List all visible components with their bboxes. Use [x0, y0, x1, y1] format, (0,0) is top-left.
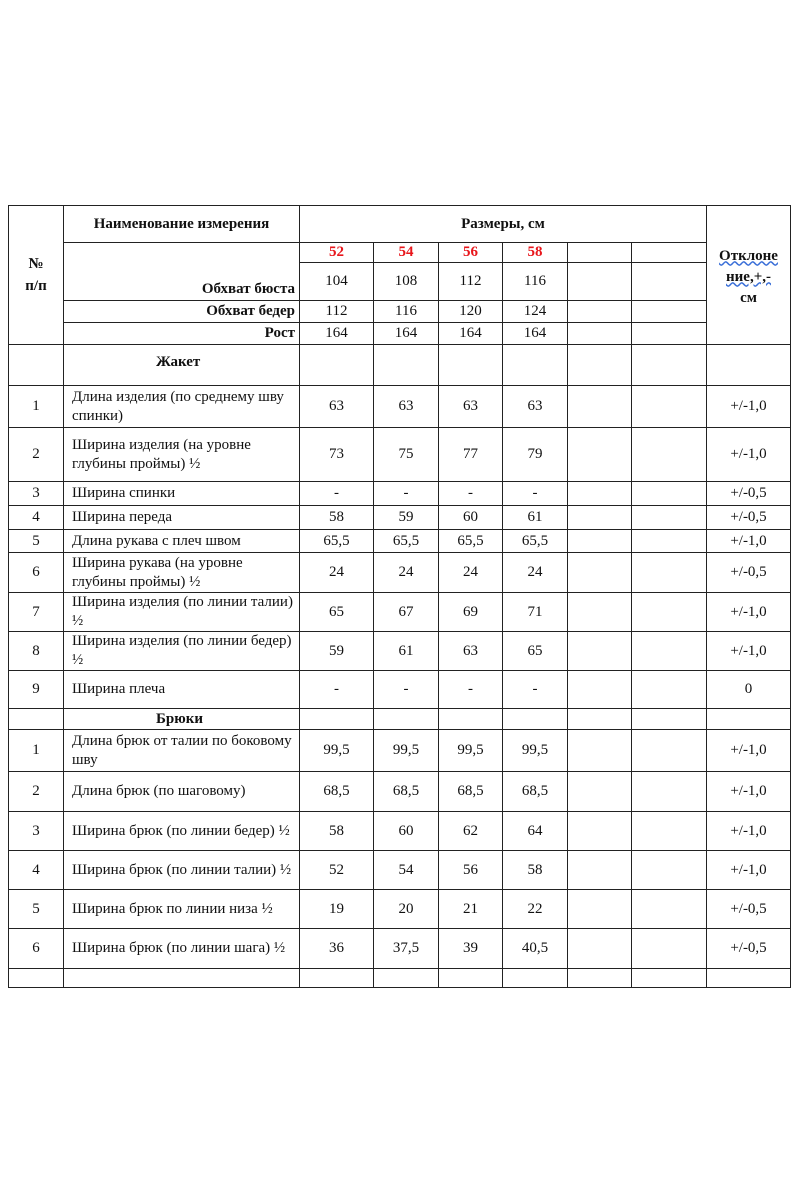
size-value: 22 — [503, 890, 568, 929]
empty-cell — [503, 709, 568, 730]
row-number: 5 — [9, 530, 64, 553]
size-52-cell — [300, 243, 374, 263]
row-number: 1 — [9, 730, 64, 772]
size-value: 60 — [439, 506, 503, 530]
empty-cell — [632, 323, 707, 345]
empty-cell — [632, 386, 707, 428]
empty-cell — [503, 969, 568, 988]
empty-cell — [632, 632, 707, 671]
tolerance-value: +/-1,0 — [707, 632, 791, 671]
tolerance-value: +/-1,0 — [707, 772, 791, 812]
measurement-row — [9, 632, 791, 671]
empty-cell — [568, 482, 632, 506]
size-value: 56 — [439, 851, 503, 890]
size-value: 71 — [503, 593, 568, 632]
header-row-1 — [9, 206, 791, 243]
size-value: 58 — [300, 506, 374, 530]
row-number: 3 — [9, 812, 64, 851]
empty-cell — [707, 345, 791, 386]
measurement-name: Ширина брюк по линии низа ½ — [64, 890, 300, 929]
size-value: 24 — [374, 553, 439, 593]
size-value: 39 — [439, 929, 503, 969]
measurement-name: Длина изделия (по среднему шву спинки) — [64, 386, 300, 428]
measurement-row — [9, 482, 791, 506]
row-number: 6 — [9, 929, 64, 969]
measurement-row — [9, 553, 791, 593]
empty-cell — [568, 851, 632, 890]
size-value: 99,5 — [439, 730, 503, 772]
height-value: 164 — [503, 323, 568, 345]
size-value: 58 — [300, 812, 374, 851]
size-value: 20 — [374, 890, 439, 929]
empty-cell — [503, 345, 568, 386]
size-value: 65,5 — [300, 530, 374, 553]
hips-value: 124 — [503, 301, 568, 323]
deviation-word-a: Отклоне — [719, 247, 778, 264]
size-value: 63 — [439, 386, 503, 428]
empty-cell — [632, 482, 707, 506]
size-value: 67 — [374, 593, 439, 632]
size-value: 65,5 — [503, 530, 568, 553]
empty-cell — [632, 263, 707, 301]
empty-cell — [707, 969, 791, 988]
empty-cell — [632, 772, 707, 812]
tolerance-value: +/-1,0 — [707, 730, 791, 772]
size-value: 59 — [374, 506, 439, 530]
empty-cell — [568, 812, 632, 851]
empty-cell — [632, 730, 707, 772]
deviation-header-label — [711, 246, 786, 309]
empty-cell — [568, 345, 632, 386]
empty-cell — [64, 969, 300, 988]
measurement-row — [9, 530, 791, 553]
tolerance-value: 0 — [707, 671, 791, 709]
measurement-name: Ширина изделия (по линии талии) ½ — [64, 593, 300, 632]
size-value: 63 — [439, 632, 503, 671]
row-number: 3 — [9, 482, 64, 506]
size-value: 52 — [300, 851, 374, 890]
measurement-name: Длина рукава с плеч швом — [64, 530, 300, 553]
height-row — [9, 323, 791, 345]
row-number: 1 — [9, 386, 64, 428]
row-number: 6 — [9, 553, 64, 593]
size-value: - — [374, 482, 439, 506]
row-number: 7 — [9, 593, 64, 632]
size-value: 19 — [300, 890, 374, 929]
row-number: 5 — [9, 890, 64, 929]
empty-cell — [568, 890, 632, 929]
empty-cell — [632, 671, 707, 709]
measurement-name: Ширина изделия (на уровне глубины проймы) ½ — [64, 428, 300, 482]
tolerance-value: +/-0,5 — [707, 553, 791, 593]
bust-label: Обхват бюста — [201, 281, 295, 297]
size-value: - — [503, 671, 568, 709]
tolerance-value: +/-1,0 — [707, 386, 791, 428]
bust-value: 104 — [300, 263, 374, 301]
size-value: 68,5 — [374, 772, 439, 812]
measurement-row — [9, 506, 791, 530]
empty-cell — [374, 345, 439, 386]
empty-cell — [439, 345, 503, 386]
size-value: 62 — [439, 812, 503, 851]
empty-cell — [9, 709, 64, 730]
empty-cell — [568, 671, 632, 709]
header-row-sizes — [9, 243, 791, 263]
height-value: 164 — [439, 323, 503, 345]
measurement-row — [9, 851, 791, 890]
bust-value: 112 — [439, 263, 503, 301]
size-value: 63 — [300, 386, 374, 428]
size-value: 61 — [503, 506, 568, 530]
name-header-label: Наименование измерения — [93, 215, 270, 232]
measurement-row — [9, 730, 791, 772]
size-value: 54 — [374, 851, 439, 890]
measurement-name: Ширина брюк (по линии шага) ½ — [64, 929, 300, 969]
size-value: 99,5 — [503, 730, 568, 772]
measurement-name: Ширина брюк (по линии талии) ½ — [64, 851, 300, 890]
row-number: 4 — [9, 506, 64, 530]
empty-cell — [568, 553, 632, 593]
empty-cell — [300, 709, 374, 730]
bust-value: 108 — [374, 263, 439, 301]
empty-cell — [632, 709, 707, 730]
empty-cell — [568, 243, 632, 263]
size-value: 36 — [300, 929, 374, 969]
empty-cell — [632, 969, 707, 988]
size-value: 73 — [300, 428, 374, 482]
empty-cell — [568, 709, 632, 730]
hips-value: 120 — [439, 301, 503, 323]
empty-cell — [374, 709, 439, 730]
empty-cell — [568, 263, 632, 301]
size-value: 79 — [503, 428, 568, 482]
empty-cell — [632, 530, 707, 553]
empty-cell — [374, 969, 439, 988]
size-58-cell — [503, 243, 568, 263]
size-value: 60 — [374, 812, 439, 851]
empty-cell — [568, 632, 632, 671]
size-value: 65,5 — [439, 530, 503, 553]
size-value: - — [374, 671, 439, 709]
deviation-word-c: см — [740, 289, 757, 306]
name-header-cell — [64, 206, 300, 243]
size-56: 56 — [463, 244, 478, 260]
empty-cell — [568, 772, 632, 812]
height-value: 164 — [300, 323, 374, 345]
measurement-name: Ширина брюк (по линии бедер) ½ — [64, 812, 300, 851]
size-56-cell — [439, 243, 503, 263]
size-value: 68,5 — [439, 772, 503, 812]
size-value: 24 — [300, 553, 374, 593]
deviation-header-cell — [707, 206, 791, 345]
empty-cell — [632, 851, 707, 890]
size-value: 99,5 — [374, 730, 439, 772]
size-value: 59 — [300, 632, 374, 671]
measurement-name: Длина брюк от талии по боковому шву — [64, 730, 300, 772]
empty-cell — [568, 593, 632, 632]
empty-cell — [632, 345, 707, 386]
size-54-cell — [374, 243, 439, 263]
tolerance-value: +/-1,0 — [707, 851, 791, 890]
num-header-label: № п/п — [25, 256, 47, 294]
empty-cell — [632, 506, 707, 530]
measurement-row — [9, 929, 791, 969]
tolerance-value: +/-1,0 — [707, 593, 791, 632]
section-title: Жакет — [64, 345, 300, 386]
size-value: - — [439, 482, 503, 506]
size-chart-table — [8, 205, 791, 988]
size-value: 58 — [503, 851, 568, 890]
row-number: 8 — [9, 632, 64, 671]
empty-cell — [9, 969, 64, 988]
bust-label-cell — [64, 243, 300, 301]
hips-value: 116 — [374, 301, 439, 323]
empty-cell — [707, 709, 791, 730]
measurement-row — [9, 593, 791, 632]
empty-cell — [300, 345, 374, 386]
height-value: 164 — [374, 323, 439, 345]
size-value: 63 — [503, 386, 568, 428]
section-row — [9, 345, 791, 386]
empty-cell — [568, 969, 632, 988]
measurement-name: Длина брюк (по шаговому) — [64, 772, 300, 812]
section-row — [9, 709, 791, 730]
empty-cell — [632, 929, 707, 969]
bust-value: 116 — [503, 263, 568, 301]
tolerance-value: +/-1,0 — [707, 530, 791, 553]
row-number: 2 — [9, 772, 64, 812]
size-chart-document — [8, 205, 791, 988]
deviation-word-b: ние,+,- — [726, 268, 771, 285]
size-value: 75 — [374, 428, 439, 482]
measurement-name: Ширина спинки — [64, 482, 300, 506]
size-value: 61 — [374, 632, 439, 671]
size-value: 99,5 — [300, 730, 374, 772]
empty-cell — [568, 386, 632, 428]
size-value: 64 — [503, 812, 568, 851]
tolerance-value: +/-0,5 — [707, 482, 791, 506]
empty-cell — [439, 709, 503, 730]
measurement-row — [9, 890, 791, 929]
size-value: - — [300, 671, 374, 709]
empty-cell — [568, 929, 632, 969]
size-value: 40,5 — [503, 929, 568, 969]
measurement-row — [9, 772, 791, 812]
empty-cell — [568, 530, 632, 553]
measurement-row — [9, 671, 791, 709]
size-value: 37,5 — [374, 929, 439, 969]
empty-cell — [9, 345, 64, 386]
measurement-row — [9, 386, 791, 428]
measurement-name: Ширина изделия (по линии бедер) ½ — [64, 632, 300, 671]
empty-cell — [300, 969, 374, 988]
measurement-row — [9, 812, 791, 851]
size-value: 63 — [374, 386, 439, 428]
empty-cell — [632, 553, 707, 593]
size-value: 77 — [439, 428, 503, 482]
size-value: 65,5 — [374, 530, 439, 553]
empty-cell — [632, 812, 707, 851]
size-value: - — [439, 671, 503, 709]
size-value: 69 — [439, 593, 503, 632]
tolerance-value: +/-1,0 — [707, 428, 791, 482]
hips-row — [9, 301, 791, 323]
hips-label: Обхват бедер — [64, 301, 300, 323]
tolerance-value: +/-0,5 — [707, 890, 791, 929]
row-number: 2 — [9, 428, 64, 482]
sizes-header-label: Размеры, см — [461, 215, 545, 232]
size-value: 68,5 — [503, 772, 568, 812]
size-58: 58 — [527, 244, 543, 260]
section-title: Брюки — [64, 709, 300, 730]
size-value: - — [300, 482, 374, 506]
size-value: - — [503, 482, 568, 506]
size-value: 65 — [503, 632, 568, 671]
sizes-header-cell — [300, 206, 707, 243]
size-52: 52 — [329, 244, 344, 260]
measurement-name: Ширина переда — [64, 506, 300, 530]
empty-cell — [632, 301, 707, 323]
empty-cell — [632, 243, 707, 263]
hips-value: 112 — [300, 301, 374, 323]
empty-cell — [568, 428, 632, 482]
empty-cell — [632, 428, 707, 482]
size-value: 65 — [300, 593, 374, 632]
size-value: 24 — [503, 553, 568, 593]
size-value: 24 — [439, 553, 503, 593]
height-label: Рост — [64, 323, 300, 345]
empty-row — [9, 969, 791, 988]
size-54: 54 — [398, 244, 414, 260]
row-number: 9 — [9, 671, 64, 709]
tolerance-value: +/-0,5 — [707, 506, 791, 530]
empty-cell — [568, 323, 632, 345]
tolerance-value: +/-0,5 — [707, 929, 791, 969]
size-value: 21 — [439, 890, 503, 929]
measurement-row — [9, 428, 791, 482]
measurement-name: Ширина рукава (на уровне глубины проймы) ½ — [64, 553, 300, 593]
row-number: 4 — [9, 851, 64, 890]
tolerance-value: +/-1,0 — [707, 812, 791, 851]
empty-cell — [568, 730, 632, 772]
empty-cell — [632, 593, 707, 632]
size-value: 68,5 — [300, 772, 374, 812]
measurement-name: Ширина плеча — [64, 671, 300, 709]
empty-cell — [568, 506, 632, 530]
empty-cell — [439, 969, 503, 988]
empty-cell — [568, 301, 632, 323]
empty-cell — [632, 890, 707, 929]
num-header-cell — [9, 206, 64, 345]
